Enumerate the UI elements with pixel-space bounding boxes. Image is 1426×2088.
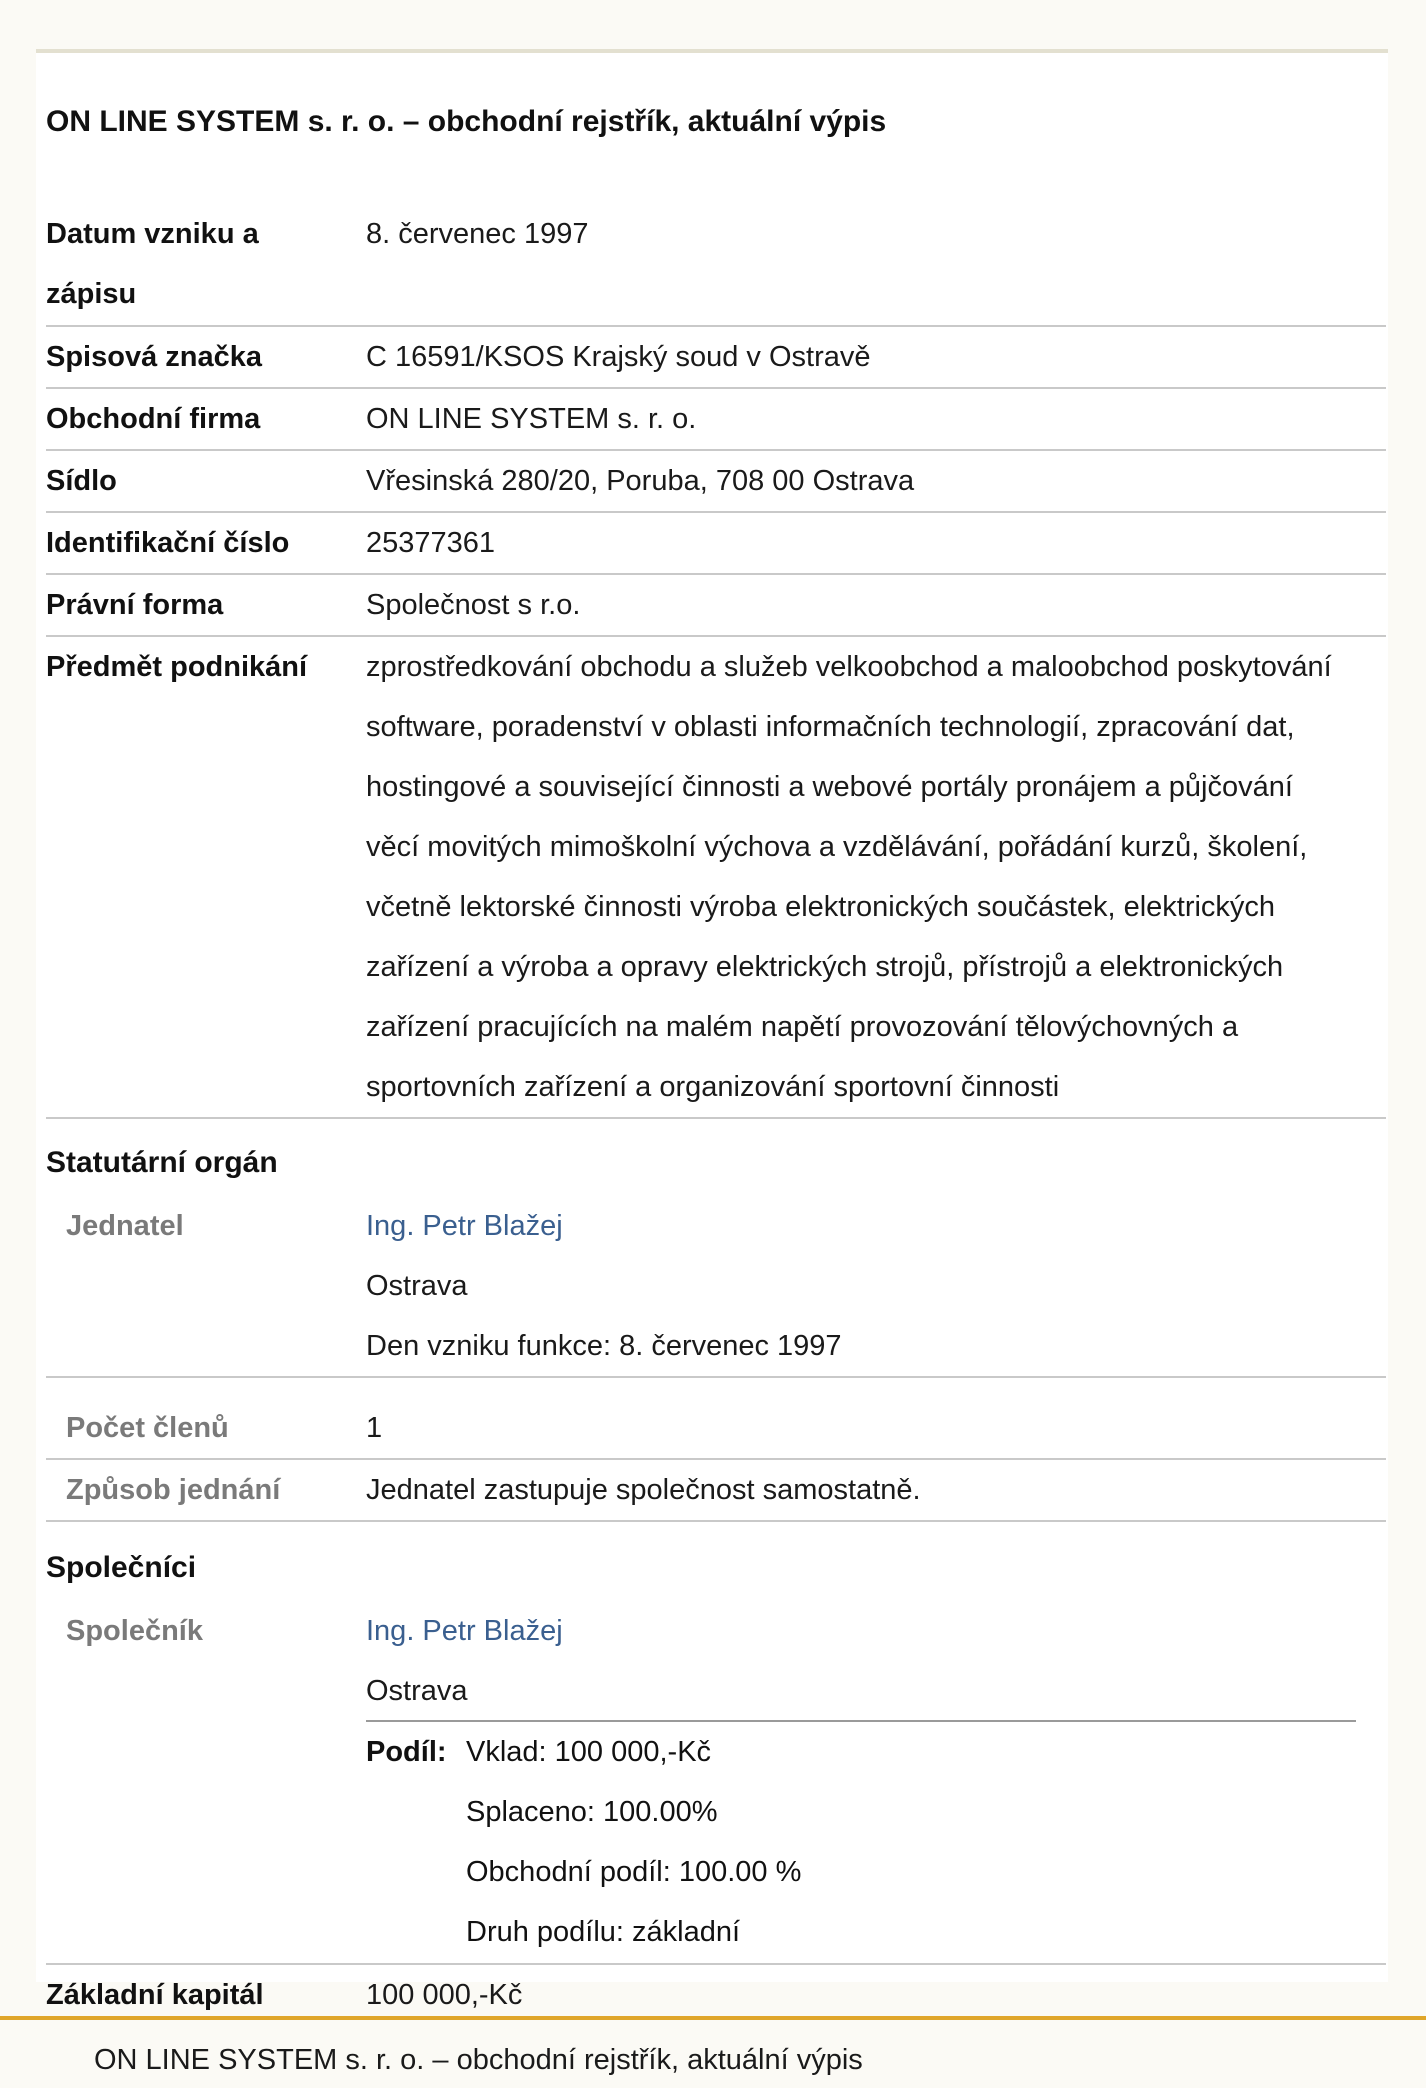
row-label: Spisová značka [46, 341, 262, 373]
row-label: Obchodní firma [46, 403, 261, 435]
row-value: C 16591/KSOS Krajský soud v Ostravě [366, 341, 871, 373]
row-label: Společník [66, 1615, 203, 1647]
footer-title: ON LINE SYSTEM s. r. o. – obchodní rejstřík, aktuální výpis [94, 2044, 863, 2076]
row-value: Jednatel zastupuje společnost samostatně. [366, 1474, 921, 1506]
predmet-line: zprostředkování obchodu a služeb velkoobchod a maloobchod poskytování [366, 651, 1332, 683]
section-heading-spolecnici: Společníci [46, 1551, 197, 1584]
predmet-line: hostingové a související činnosti a webové portály pronájem a půjčování [366, 771, 1293, 803]
row-value-multiline [366, 637, 1386, 1117]
row-label: Jednatel [66, 1210, 184, 1242]
jednatel-city: Ostrava [366, 1270, 468, 1302]
row-value: 1 [366, 1412, 383, 1444]
podil-line: Druh podílu: základní [466, 1916, 741, 1948]
row-obchodni-firma [46, 389, 1386, 451]
row-label: Datum vzniku a zápisu [46, 218, 259, 310]
row-value-multiline [366, 1196, 1386, 1376]
podil-line: Splaceno: 100.00% [466, 1796, 718, 1828]
row-spolecnik [46, 1601, 1386, 1965]
row-label: Předmět podnikání [46, 651, 308, 683]
page-footer [0, 2016, 1426, 2088]
jednatel-name-link[interactable]: Ing. Petr Blažej [366, 1210, 563, 1242]
podil-values [466, 1722, 801, 1962]
row-label: Způsob jednání [66, 1474, 281, 1506]
predmet-line: včetně lektorské činnosti výroba elektronických součástek, elektrických [366, 891, 1276, 923]
predmet-line: zařízení pracujících na malém napětí provozování tělovýchovných a [366, 1011, 1239, 1043]
row-value: Společnost s r.o. [366, 589, 581, 621]
row-identifikacni-cislo [46, 513, 1386, 575]
row-value: 8. červenec 1997 [366, 218, 589, 250]
predmet-line: věcí movitých mimoškolní výchova a vzdělávání, pořádání kurzů, školení, [366, 831, 1308, 863]
row-predmet-podnikani [46, 637, 1386, 1119]
row-label: Identifikační číslo [46, 527, 290, 559]
row-jednatel [46, 1196, 1386, 1378]
row-value: 100 000,-Kč [366, 1979, 523, 2011]
podil-label: Podíl: [366, 1736, 447, 1768]
predmet-line: zařízení a výroba a opravy elektrických strojů, přístrojů a elektronických [366, 951, 1284, 983]
row-sidlo [46, 451, 1386, 513]
row-label: Základní kapitál [46, 1979, 264, 2011]
section-heading-statutarni-organ: Statutární orgán [46, 1146, 278, 1179]
row-datum-vzniku [46, 204, 1386, 327]
row-value-multiline [366, 1601, 1386, 1721]
row-value: 25377361 [366, 527, 496, 559]
page-title: ON LINE SYSTEM s. r. o. – obchodní rejstřík, aktuální výpis [46, 105, 887, 138]
row-zpusob-jednani [46, 1460, 1386, 1522]
register-card [36, 49, 1388, 2011]
row-value: Vřesinská 280/20, Poruba, 708 00 Ostrava [366, 465, 915, 497]
spolecnik-name-link[interactable]: Ing. Petr Blažej [366, 1615, 563, 1647]
row-value: ON LINE SYSTEM s. r. o. [366, 403, 697, 435]
row-pravni-forma [46, 575, 1386, 637]
predmet-line: sportovních zařízení a organizování sportovní činnosti [366, 1071, 1060, 1103]
jednatel-since: Den vzniku funkce: 8. červenec 1997 [366, 1330, 842, 1362]
row-label: Sídlo [46, 465, 117, 497]
row-pocet-clenu [46, 1398, 1386, 1460]
row-label: Počet členů [66, 1412, 229, 1444]
spolecnik-city: Ostrava [366, 1675, 468, 1707]
podil-line: Obchodní podíl: 100.00 % [466, 1856, 802, 1888]
predmet-line: software, poradenství v oblasti informačních technologií, zpracování dat, [366, 711, 1295, 743]
row-label: Právní forma [46, 589, 224, 621]
row-spisova-znacka [46, 327, 1386, 389]
podil-line: Vklad: 100 000,-Kč [466, 1736, 712, 1768]
